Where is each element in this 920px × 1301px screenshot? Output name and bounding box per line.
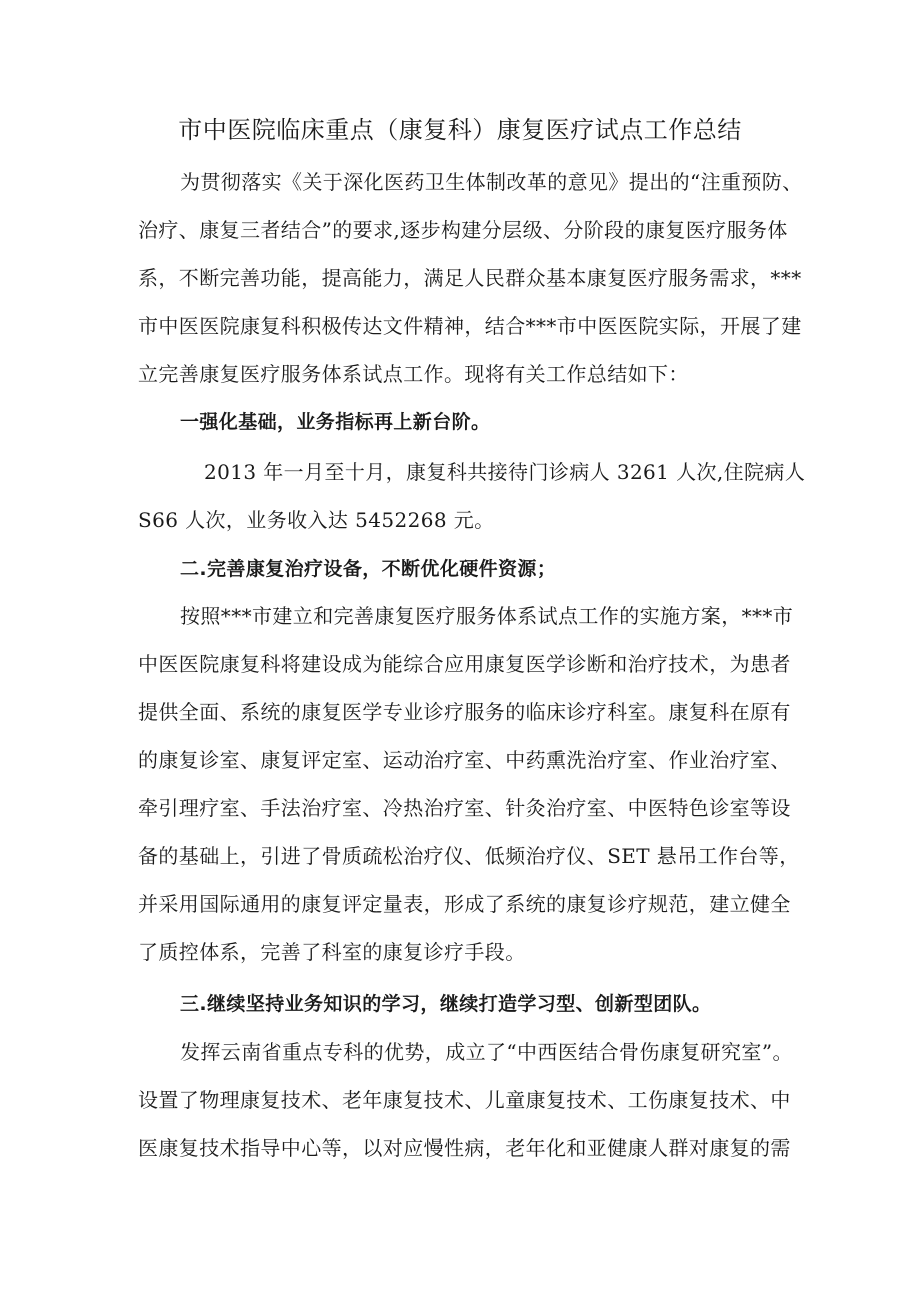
intro-line-3: 系，不断完善功能，提高能力，满足人民群众基本康复医疗服务需求，*** [138, 266, 802, 290]
section-3-line-2: 设置了物理康复技术、老年康复技术、儿童康复技术、工伤康复技术、中 [138, 1088, 791, 1112]
document-title: 市中医院临床重点（康复科）康复医疗试点工作总结 [178, 116, 742, 144]
section-2-line-7: 并采用国际通用的康复评定量表，形成了系统的康复诊疗规范，建立健全 [138, 892, 791, 916]
section-3-line-3: 医康复技术指导中心等，以对应慢性病，老年化和亚健康人群对康复的需 [138, 1136, 791, 1160]
intro-line-5: 立完善康复医疗服务体系试点工作。现将有关工作总结如下： [138, 362, 689, 386]
section-1-line-1: 2013 年一月至十月，康复科共接待门诊病人 3261 人次,住院病人 [204, 460, 806, 484]
intro-line-2: 治疗、康复三者结合”的要求,逐步构建分层级、分阶段的康复医疗服务体 [138, 218, 788, 242]
section-2-line-8: 了质控体系，完善了科室的康复诊疗手段。 [138, 940, 526, 964]
section-2-line-2: 中医医院康复科将建设成为能综合应用康复医学诊断和治疗技术，为患者 [138, 652, 791, 676]
section-2-heading: 二.完善康复治疗设备，不断优化硬件资源； [180, 558, 557, 580]
section-2-line-5: 牵引理疗室、手法治疗室、冷热治疗室、针灸治疗室、中医特色诊室等设 [138, 796, 791, 820]
section-1-heading: 一强化基础，业务指标再上新台阶。 [180, 411, 491, 433]
section-3-line-1: 发挥云南省重点专科的优势，成立了“中西医结合骨伤康复研究室”。 [180, 1040, 793, 1064]
section-2-line-1: 按照***市建立和完善康复医疗服务体系试点工作的实施方案，***市 [180, 604, 794, 628]
intro-line-4: 市中医医院康复科积极传达文件精神，结合***市中医医院实际，开展了建 [138, 314, 802, 338]
section-1-line-2: S66 人次，业务收入达 5452268 元。 [138, 508, 495, 532]
section-2-line-3: 提供全面、系统的康复医学专业诊疗服务的临床诊疗科室。康复科在原有 [138, 700, 791, 724]
section-3-heading: 三.继续坚持业务知识的学习，继续打造学习型、创新型团队。 [180, 993, 712, 1015]
section-2-line-4: 的康复诊室、康复评定室、运动治疗室、中药熏洗治疗室、作业治疗室、 [138, 748, 791, 772]
section-2-line-6: 备的基础上，引进了骨质疏松治疗仪、低频治疗仪、SET 悬吊工作台等， [138, 844, 800, 868]
intro-line-1: 为贯彻落实《关于深化医药卫生体制改革的意见》提出的“注重预防、 [180, 170, 803, 194]
